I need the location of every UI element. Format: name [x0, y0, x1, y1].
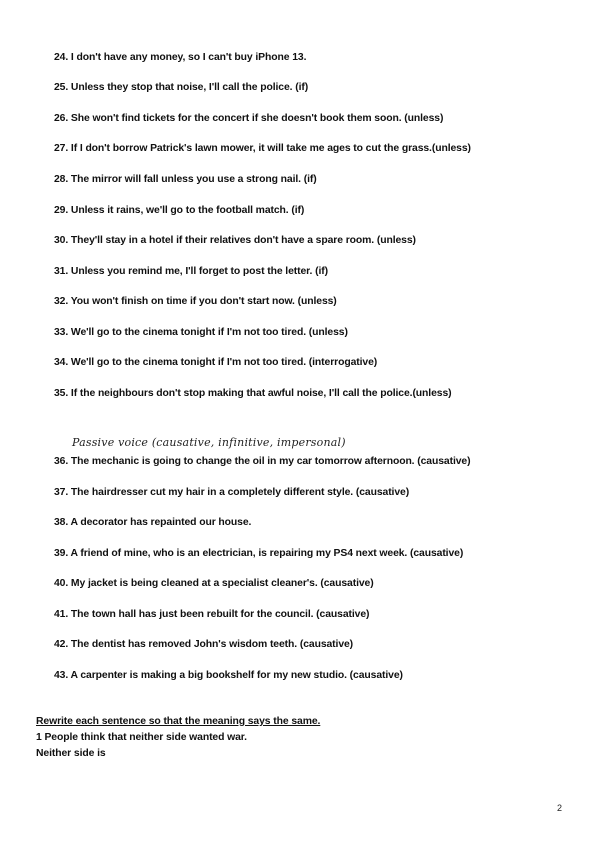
page-number: 2 [557, 803, 563, 813]
exercise-line: 42. The dentist has removed John's wisdom teeth. (causative) [54, 639, 354, 650]
exercise-line: 30. They'll stay in a hotel if their relatives don't have a spare room. (unless) [54, 235, 416, 246]
exercise-line: 37. The hairdresser cut my hair in a completely different style. (causative) [54, 487, 410, 498]
exercise-line: 24. I don't have any money, so I can't buy iPhone 13. [54, 52, 307, 63]
exercise-line: 27. If I don't borrow Patrick's lawn mower, it will take me ages to cut the grass.(unless) [54, 143, 471, 154]
exercise-line: 28. The mirror will fall unless you use a strong nail. (if) [54, 174, 317, 185]
exercise-line: 40. My jacket is being cleaned at a specialist cleaner's. (causative) [54, 578, 374, 589]
exercise-line: 25. Unless they stop that noise, I'll call the police. (if) [54, 82, 309, 93]
exercise-line: 26. She won't find tickets for the concert if she doesn't book them soon. (unless) [54, 113, 444, 124]
exercise-line: 35. If the neighbours don't stop making that awful noise, I'll call the police.(unless) [54, 388, 452, 399]
rewrite-instructions: Rewrite each sentence so that the meaning says the same. [36, 716, 321, 727]
exercise-line: 43. A carpenter is making a big bookshelf for my new studio. (causative) [54, 670, 403, 681]
exercise-line: 41. The town hall has just been rebuilt for the council. (causative) [54, 609, 370, 620]
rewrite-item: 1 People think that neither side wanted war. [36, 732, 247, 743]
exercise-line: 32. You won't finish on time if you don't start now. (unless) [54, 296, 337, 307]
exercise-line: 31. Unless you remind me, I'll forget to post the letter. (if) [54, 266, 328, 277]
exercise-line: 33. We'll go to the cinema tonight if I'm not too tired. (unless) [54, 327, 348, 338]
exercise-line: 39. A friend of mine, who is an electrician, is repairing my PS4 next week. (causative) [54, 548, 464, 559]
exercise-line: 34. We'll go to the cinema tonight if I'm not too tired. (interrogative) [54, 357, 378, 368]
exercise-line: 36. The mechanic is going to change the oil in my car tomorrow afternoon. (causative) [54, 456, 471, 467]
exercise-line: 38. A decorator has repainted our house. [54, 517, 252, 528]
exercise-line: 29. Unless it rains, we'll go to the football match. (if) [54, 205, 305, 216]
section-heading: Passive voice (causative, infinitive, impersonal) [72, 436, 346, 449]
rewrite-answer-start: Neither side is [36, 748, 106, 759]
